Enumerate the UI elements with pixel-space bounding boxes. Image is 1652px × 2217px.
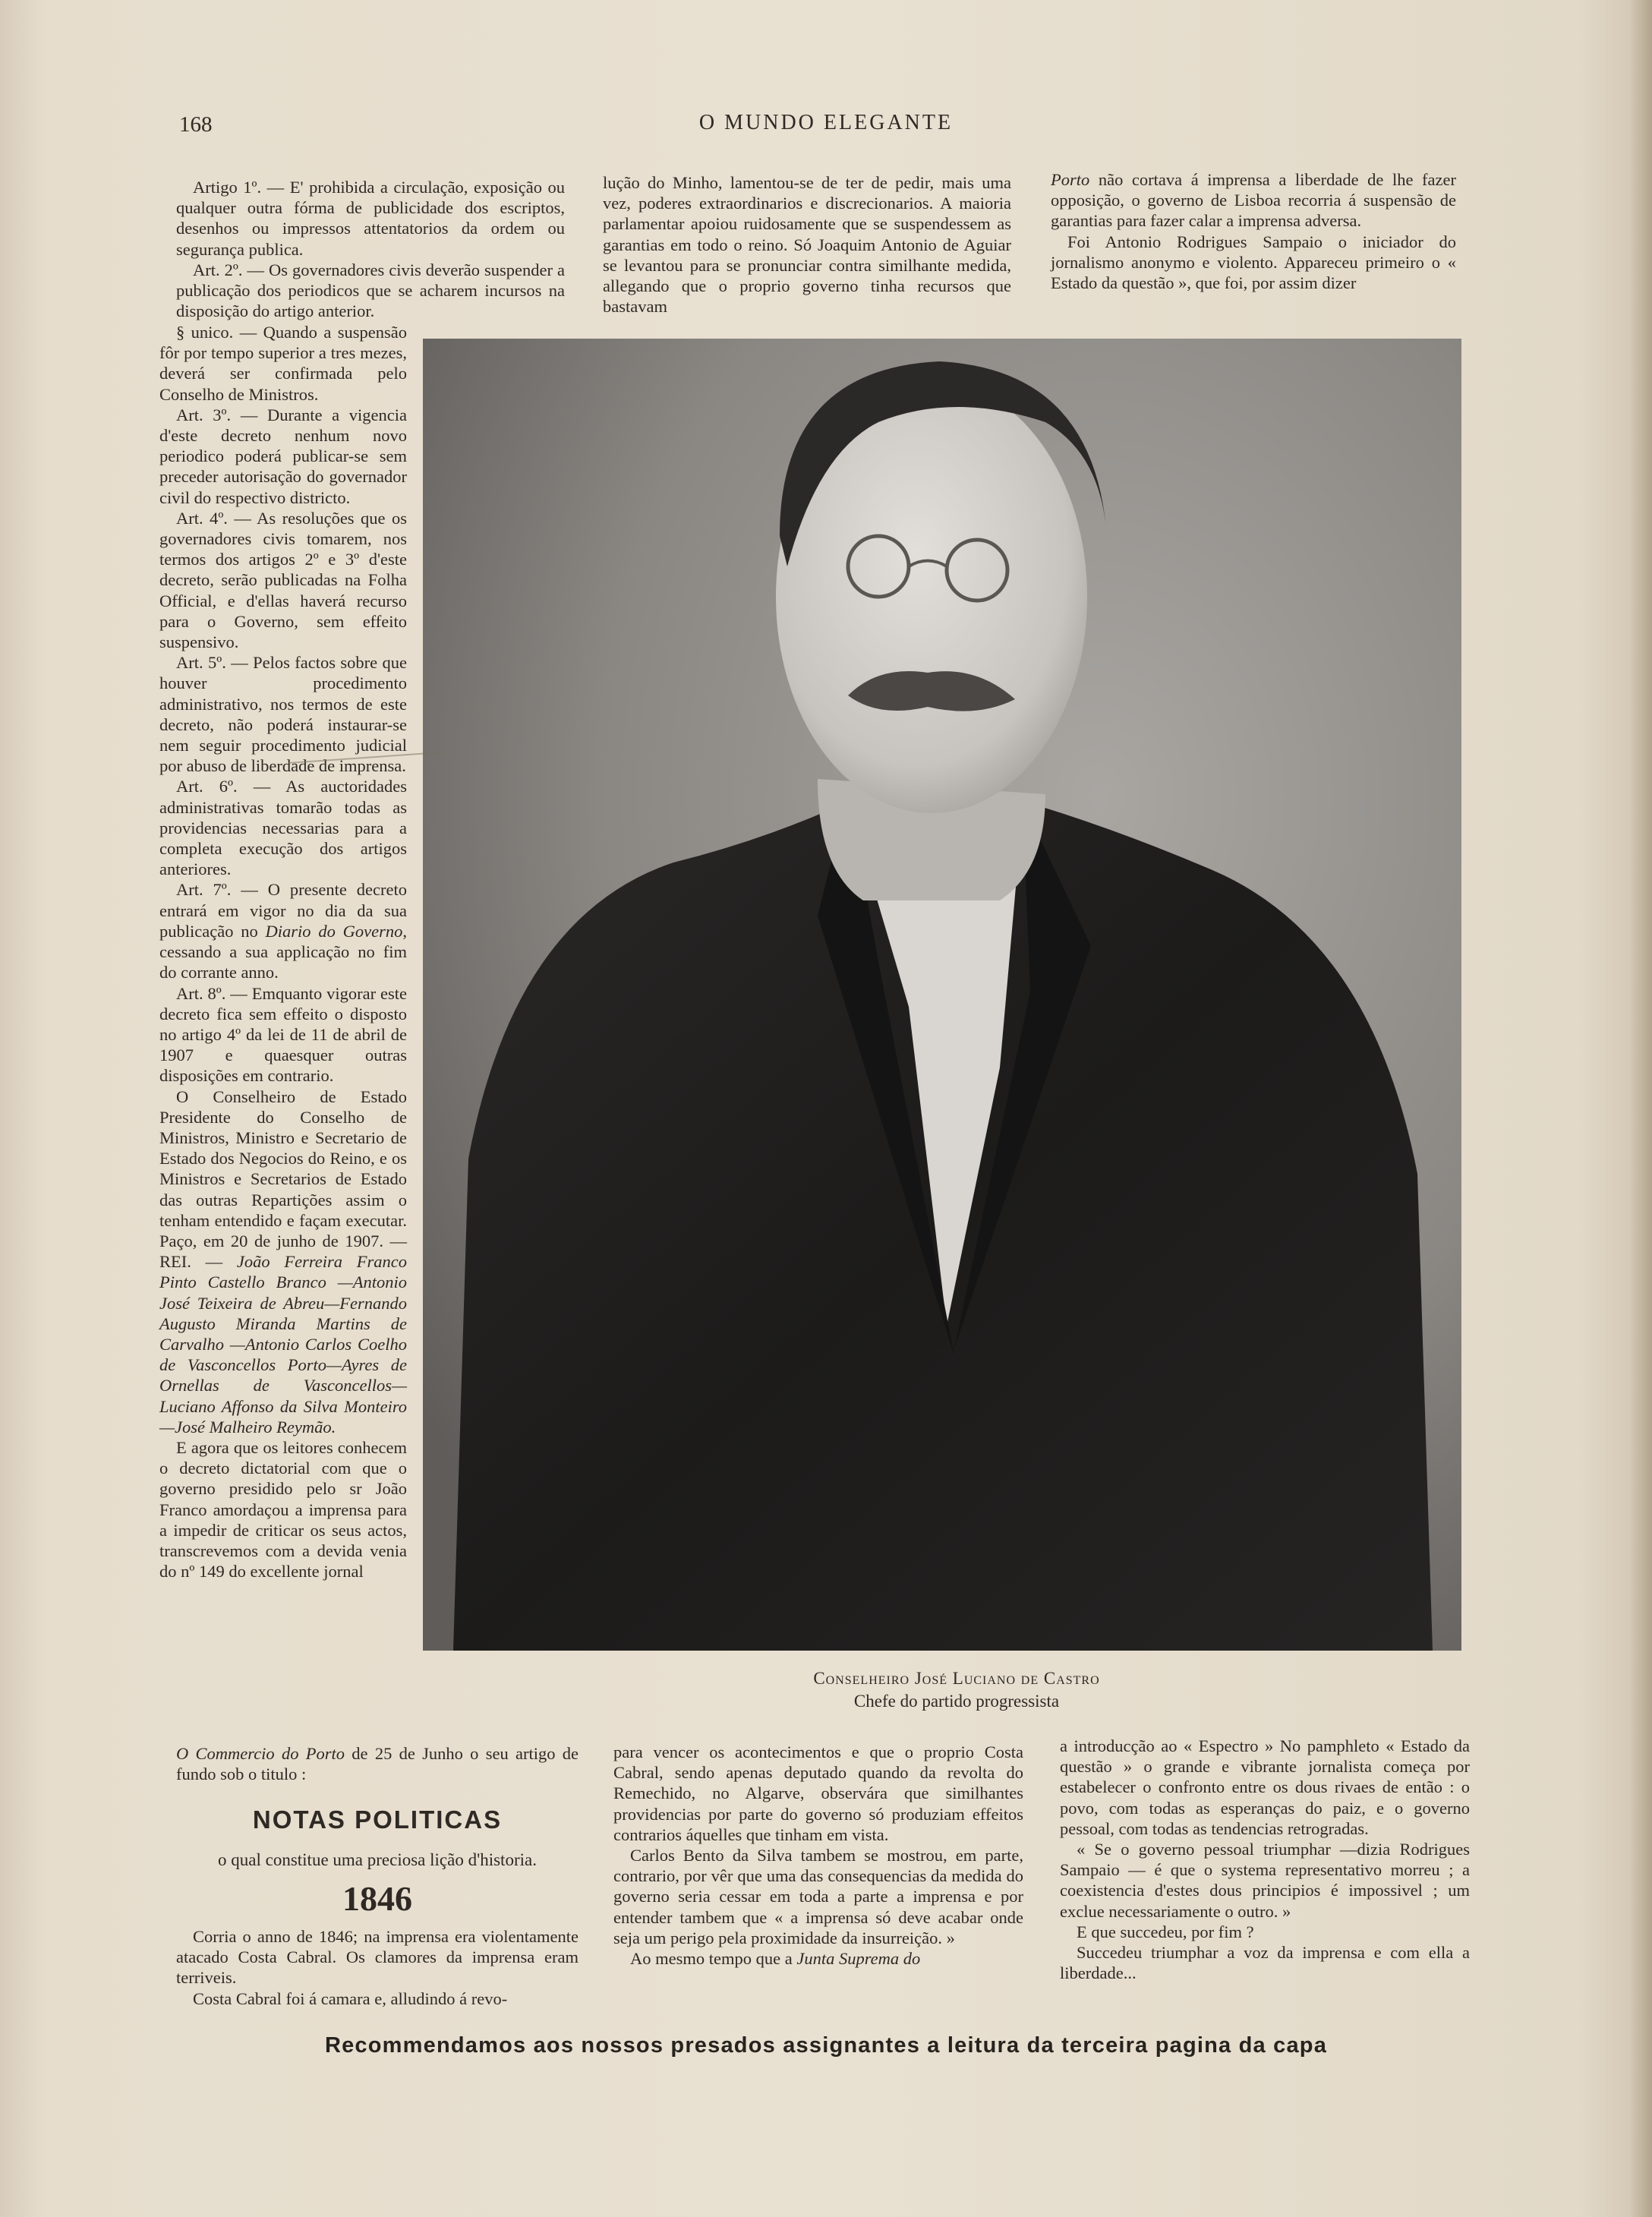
decree-article-7-text: Art. 7º. — O presente decreto entrará em vigor no dia da sua publicação no — [159, 880, 407, 941]
decree-article-5: Art. 5º. — Pelos factos sobre que houver procedimento administrativo, nos termos de este decreto, não poderá instaurar-se nem seguir procedimento judicial por abuso de liberdade de imprensa. — [159, 653, 407, 776]
article-col1-p1: Corria o anno de 1846; na imprensa era violentamente atacado Costa Cabral. Os clamores da imprensa eram terriveis. — [176, 1927, 579, 1988]
page-edge-shadow — [1629, 0, 1652, 2217]
decree-article-7 — [159, 879, 407, 982]
decree-article-6: Art. 6º. — As auctoridades administrativas tomarão todas as providencias necessarias para a completa execução dos artigos anteriores. — [159, 777, 407, 879]
article-col3-top-p1-text: não cortava á imprensa a liberdade de lhe fazer opposição, o governo de Lisboa recorria á suspensão de garantias para fazer calar a imprensa adversa. — [1051, 170, 1456, 231]
page-header-title: O MUNDO ELEGANTE — [698, 111, 954, 134]
article-col2-p2: Carlos Bento da Silva tambem se mostrou, em parte, contrario, por vêr que uma das consequencias da medida do governo seria cessar em toda a parte a imprensa e por entender tambem que « a imprensa só deve acabar onde seja um perigo pela proximidade da insurreição. » — [613, 1846, 1023, 1947]
article-col2-p3-italic: Junta Suprema do — [796, 1949, 921, 1969]
newspaper-name: O Commercio do Porto — [176, 1744, 345, 1763]
decree-article-7-end: , cessando a sua applicação no fim do corrante anno. — [159, 921, 407, 982]
notas-politicas-subtitle: o qual constitue uma preciosa lição d'historia. — [218, 1850, 537, 1869]
article-column-2-bottom — [613, 1742, 1023, 1969]
transcription-intro: E agora que os leitores conhecem o decreto dictatorial com que o governo presidido pelo sr João Franco amordaçou a imprensa para a impedir de criticar os seus actos, transcrevemos com a devida venia do nº 149 do excellente jornal — [159, 1437, 407, 1582]
portrait-caption-name: Conselheiro José Luciano de Castro — [813, 1669, 1100, 1688]
article-col2-p1: para vencer os acontecimentos e que o proprio Costa Cabral, sendo apenas deputado quando da revolta do Remechido, no Algarve, observára que similhantes providencias por parte do governo só produziam effeitos contrarios áquelles que tinham em vista. — [613, 1742, 1023, 1844]
portrait-caption-role: Chefe do partido progressista — [853, 1692, 1060, 1711]
article-column-1-bottom — [176, 1926, 579, 2009]
decree-article-3: Art. 3º. — Durante a vigencia d'este decreto nenhum novo periodico poderá publicar-se sem preceder autorisação do governador civil do respectivo districto. — [159, 405, 407, 507]
portrait-illustration — [423, 339, 1461, 1651]
article-col3-top-p2: Foi Antonio Rodrigues Sampaio o iniciador do jornalismo anonymo e violento. Appareceu primeiro o « Estado da questão », que foi, por assim dizer — [1051, 232, 1456, 293]
decree-article-4: Art. 4º. — As resoluções que os governadores civis tomarem, nos termos dos artigos 2º e 3º d'este decreto, serão publicadas na Folha Official, e d'ellas haverá recurso para o Governo, sem effeito suspensivo. — [159, 508, 407, 652]
decree-article-1: Artigo 1º. — E' prohibida a circulação, exposição ou qualquer outra fórma de publicidade dos escriptos, desenhos ou impressos attentatorios da ordem ou segurança publica. — [176, 178, 565, 259]
article-col3-p3: E que succedeu, por fim ? — [1077, 1922, 1254, 1941]
year-heading: 1846 — [342, 1879, 412, 1918]
transcription-source-line — [176, 1743, 579, 1784]
decree-signature-text: O Conselheiro de Estado Presidente do Conselho de Ministros, Ministro e Secretario de Estado dos Negocios do Reino, e os Ministros e Secretarios de Estado das outras Repartições assim o tenham entendido e façam executar. Paço, em 20 de junho de 1907. — REI. — — [159, 1086, 407, 1272]
article-column-3-top — [1051, 169, 1456, 293]
page-number: 168 — [179, 112, 213, 137]
article-col3-p1: a introducção ao « Espectro » No pamphleto « Estado da questão » o grande e vibrante jornalista começa por estabelecer o confronto entre os dous rivaes de então : o povo, com todas as esperanças do paiz, e o governo pessoal, com todas as tendencias retrogradas. — [1060, 1736, 1470, 1838]
article-column-2-top — [603, 172, 1011, 317]
article-column-3-bottom — [1060, 1736, 1470, 1983]
article-col3-top-italic: Porto — [1051, 170, 1090, 189]
article-col3-p4: Succedeu triumphar a voz da imprensa e com ella a liberdade... — [1060, 1943, 1470, 1983]
article-col2-top-text: lução do Minho, lamentou-se de ter de pedir, mais uma vez, poderes extraordinarios e discrecionarios. A maioria parlamentar apoiou ruidosamente que se suspendessem as garantias em todo o reino. Só Joaquim Antonio de Aguiar se levantou para se pronunciar contra similhante medida, allegando que o proprio governo tinha recursos que bastavam — [603, 173, 1011, 317]
portrait-caption — [676, 1667, 1237, 1713]
article-col2-p3-text: Ao mesmo tempo que a — [630, 1949, 797, 1969]
article-col3-top-p1 — [1051, 169, 1456, 232]
transcription-source-text: de 25 de Junho o seu artigo de fundo sob o titulo : — [176, 1744, 579, 1784]
footer-notice: Recommendamos aos nossos presados assignantes a leitura da terceira pagina da capa — [324, 2033, 1328, 2058]
decree-article-8: Art. 8º. — Emquanto vigorar este decreto fica sem effeito o disposto no artigo 4º da lei de 11 de abril de 1907 e quaesquer outras disposições em contrario. — [159, 983, 407, 1086]
decree-top-text — [176, 177, 565, 321]
transcription-source — [176, 1743, 579, 1784]
decree-article-7-italic: Diario do Governo — [265, 921, 403, 941]
decree-narrow-column — [159, 322, 407, 1582]
article-col1-p2: Costa Cabral foi á camara e, alludindo á revo- — [193, 1988, 508, 2008]
decree-article-2: Art. 2º. — Os governadores civis deverão suspender a publicação dos periodicos que se acharem incursos na disposição do artigo anterior. — [176, 260, 565, 321]
portrait-photograph — [423, 339, 1461, 1651]
decree-paragraph-unico: § unico. — Quando a suspensão fôr por tempo superior a tres mezes, deverá ser confirmada pelo Conselho de Ministros. — [159, 323, 407, 404]
article-col3-p2: « Se o governo pessoal triumphar —dizia Rodrigues Sampaio — é que o systema representativo morreu ; a coexistencia d'estes dous principios é impossivel ; um exclue necessariamente o outro. » — [1060, 1840, 1470, 1921]
article-col2-p3 — [613, 1948, 1023, 1969]
decree-signature-paragraph — [159, 1086, 407, 1437]
notas-politicas-heading: NOTAS POLITICAS — [252, 1805, 503, 1834]
decree-signatories: João Ferreira Franco Pinto Castello Branco —Antonio José Teixeira de Abreu—Fernando Augusto Miranda Martins de Carvalho —Antonio Carlos Coelho de Vasconcellos Porto—Ayres de Ornellas de Vasconcellos— Luciano Affonso da Silva Monteiro —José Malheiro Reymão. — [159, 1252, 407, 1436]
